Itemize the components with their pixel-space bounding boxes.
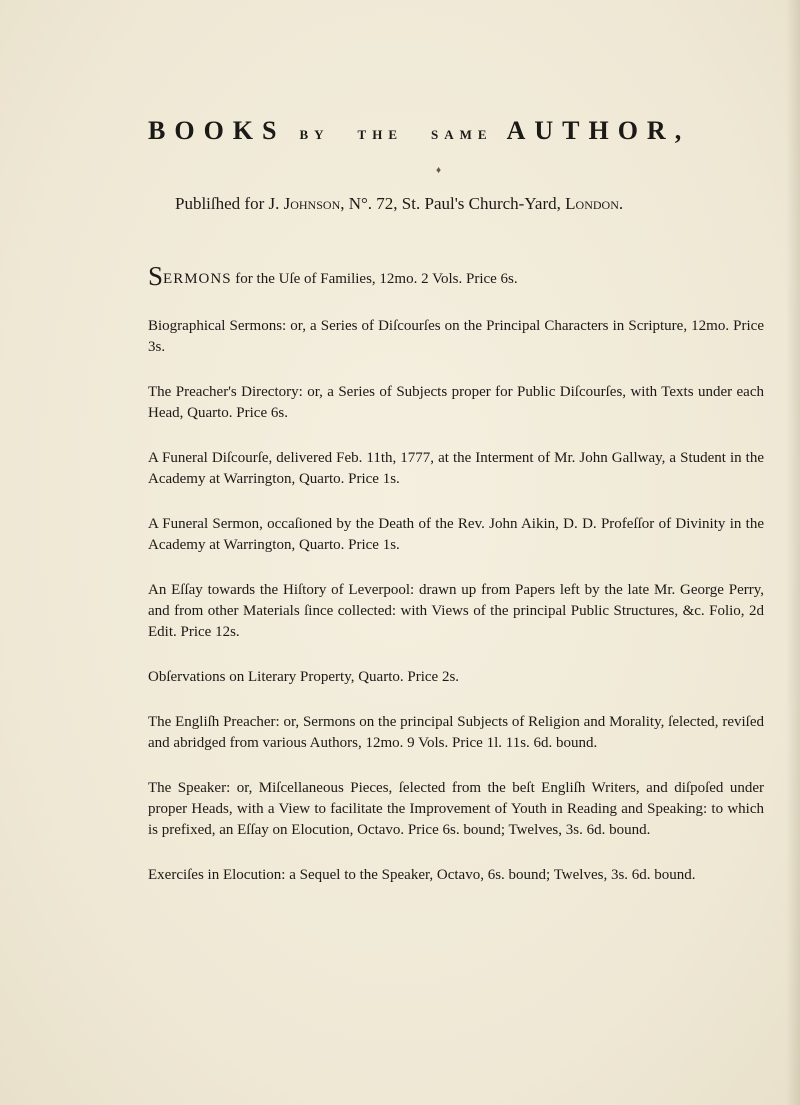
page-heading <box>148 116 758 150</box>
book-entry-exercises-elocution: Exerciſes in Elocution: a Sequel to the Speaker, Octavo, 6s. bound; Twelves, 3s. 6d. bound. <box>148 867 696 883</box>
heading-word-the: THE <box>357 127 404 142</box>
book-entry-funeral-sermon: A Funeral Sermon, occaſioned by the Death of the Rev. John Aikin, D. D. Profeſſor of Divinity in the Academy at Warrington, Quarto. Price 1s. <box>148 516 764 553</box>
book-entry-funeral-discourse: A Funeral Diſcourſe, delivered Feb. 11th, 1777, at the Interment of Mr. John Gallway, a Student in the Academy at Warrington, Quarto. Price 1s. <box>148 450 764 487</box>
publisher-city: London. <box>565 194 624 213</box>
heading-word-books: BOOKS <box>148 116 286 145</box>
publisher-prefix: Publiſhed for J. <box>175 194 284 213</box>
book-list <box>148 261 764 910</box>
book-entry-english-preacher: The Engliſh Preacher: or, Sermons on the principal Subjects of Religion and Morality, ſelected, reviſed and abridged from various Authors, 12mo. 9 Vols. Price 1l. 11s. 6d. bound. <box>148 714 764 751</box>
book-entry-preachers-directory: The Preacher's Directory: or, a Series of Subjects proper for Public Diſcourſes, with Texts under each Head, Quarto. Price 6s. <box>148 384 764 421</box>
book-entry-essay-leverpool: An Eſſay towards the Hiſtory of Leverpool: drawn up from Papers left by the late Mr. George Perry, and from other Materials ſince collected: with Views of the principal Public Structures, &c. Folio, 2d Edit. Price 12s. <box>148 582 764 640</box>
heading-word-same: SAME <box>431 127 493 142</box>
book-entry-sermons <box>148 261 764 291</box>
book-entry-biographical-sermons: Biographical Sermons: or, a Series of Diſcourſes on the Principal Characters in Scripture, 12mo. Price 3s. <box>148 318 764 355</box>
entry-title-caps: ERMONS <box>163 271 232 287</box>
publisher-line <box>175 194 775 214</box>
ornament-icon: ♦ <box>436 165 442 176</box>
publisher-name: Johnson <box>283 194 341 213</box>
book-entry-literary-property: Obſervations on Literary Property, Quarto. Price 2s. <box>148 669 460 685</box>
heading-word-author: AUTHOR, <box>506 116 691 145</box>
book-entry-the-speaker: The Speaker: or, Miſcellaneous Pieces, ſelected from the beſt Engliſh Writers, and diſpoſed under proper Heads, with a View to facilitate the Improvement of Youth in Reading and Speaking: to which is prefixed, an Eſſay on Elocution, Octavo. Price 6s. bound; Twelves, 3s. 6d. bound. <box>148 780 764 838</box>
drop-cap: S <box>148 261 164 291</box>
publisher-address: , N°. 72, St. Paul's Church-Yard, <box>340 194 566 213</box>
page-edge-shadow <box>786 0 800 1105</box>
entry-text: for the Uſe of Families, 12mo. 2 Vols. Price 6s. <box>231 271 518 287</box>
heading-word-by: BY <box>299 127 330 142</box>
